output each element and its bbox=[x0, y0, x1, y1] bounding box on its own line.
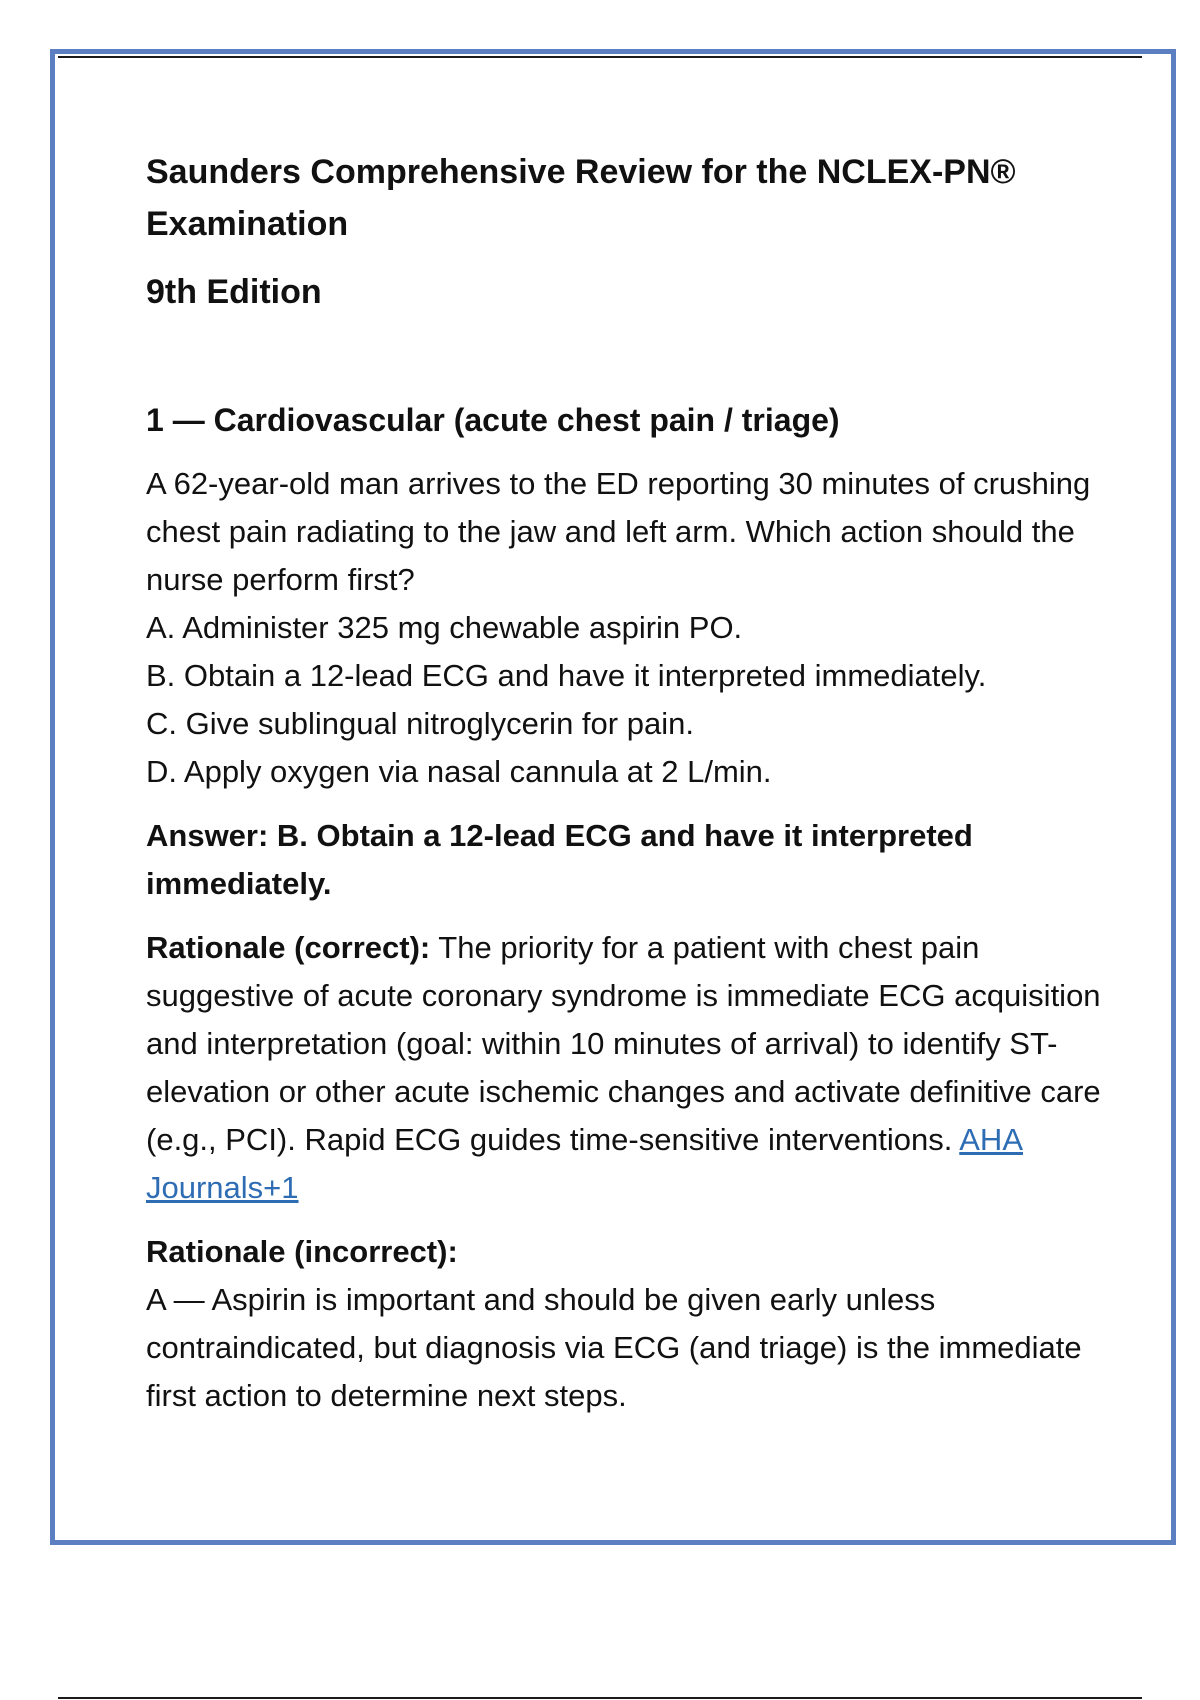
rationale-correct-label: Rationale (correct): bbox=[146, 930, 431, 965]
option-b: B. Obtain a 12-lead ECG and have it interpreted immediately. bbox=[146, 658, 987, 693]
question-stem: A 62-year-old man arrives to the ED reporting 30 minutes of crushing chest pain radiating to the jaw and left arm. Which action should the nurse perform first? bbox=[146, 466, 1091, 597]
option-a: A. Administer 325 mg chewable aspirin PO. bbox=[146, 610, 743, 645]
rationale-incorrect-text: A — Aspirin is important and should be given early unless contraindicated, but diagnosis via ECG (and triage) is the immediate first action to determine next steps. bbox=[146, 1282, 1082, 1413]
answer: Answer: B. Obtain a 12-lead ECG and have it interpreted immediately. bbox=[146, 818, 973, 901]
option-d: D. Apply oxygen via nasal cannula at 2 L/min. bbox=[146, 754, 772, 789]
option-c: C. Give sublingual nitroglycerin for pain. bbox=[146, 706, 694, 741]
question-block bbox=[146, 460, 1106, 796]
question-heading: 1 — Cardiovascular (acute chest pain / triage) bbox=[146, 402, 840, 438]
book-edition: 9th Edition bbox=[146, 273, 322, 311]
source-link[interactable]: AHA Journals+1 bbox=[146, 1122, 1023, 1205]
rationale-incorrect-label: Rationale (incorrect): bbox=[146, 1234, 458, 1269]
document-content bbox=[146, 146, 1106, 1420]
bottom-rule bbox=[58, 1697, 1142, 1699]
book-title: Saunders Comprehensive Review for the NCLEX-PN® Examination bbox=[146, 153, 1016, 243]
rationale-correct-text: The priority for a patient with chest pain suggestive of acute coronary syndrome is immediate ECG acquisition and interpretation (goal: within 10 minutes of arrival) to identify ST-elevation or other acute ischemic changes and activate definitive care (e.g., PCI). Rapid ECG guides time-sensitive interventions. bbox=[146, 930, 1101, 1157]
rationale-incorrect bbox=[146, 1228, 1106, 1420]
rationale-correct bbox=[146, 924, 1106, 1212]
top-rule bbox=[58, 56, 1142, 58]
